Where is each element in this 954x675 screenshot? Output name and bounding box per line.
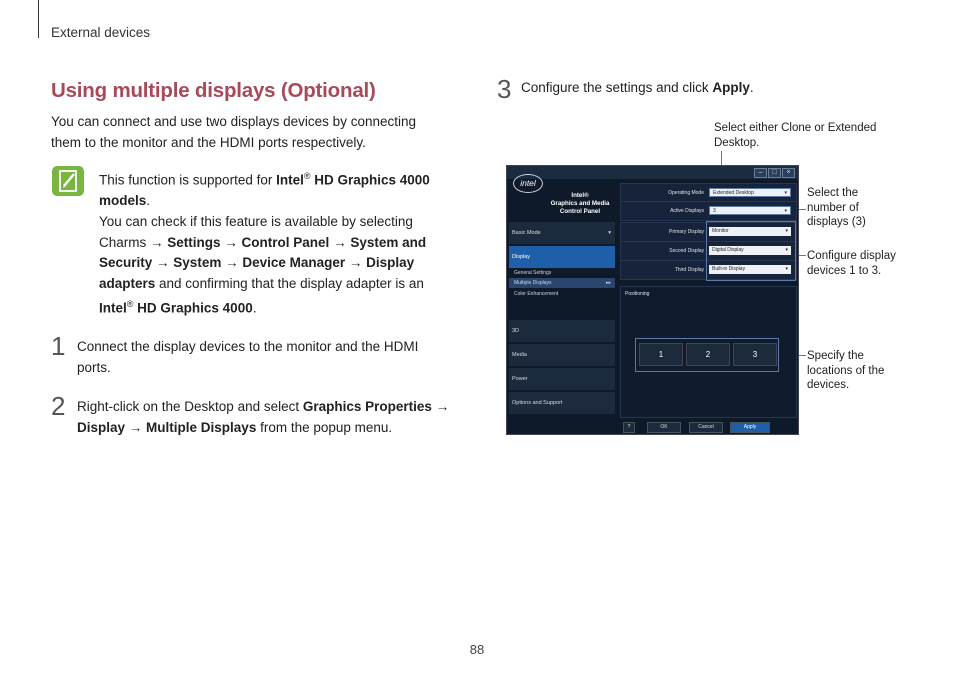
display-config-highlight (706, 221, 796, 281)
intro-paragraph: You can connect and use two displays devices by connecting them to the monitor and the HDMI ports respectively. (51, 114, 416, 150)
sidebar-item-media[interactable]: Media (509, 344, 615, 366)
mode-select[interactable]: Basic Mode ▾ (509, 222, 615, 244)
sidebar-item-options[interactable]: Options and Support (509, 392, 615, 414)
subnav-general-settings[interactable]: General Settings (514, 270, 552, 276)
step-3-number: 3 (497, 74, 512, 104)
label-active-displays: Active Displays (670, 208, 704, 214)
callout-count: Select the number of displays (3) (807, 187, 866, 228)
help-button[interactable]: ? (623, 422, 635, 433)
sidebar-item-power[interactable]: Power (509, 368, 615, 390)
apply-button[interactable]: Apply (730, 422, 770, 433)
primary-display-select[interactable]: Monitor ▾ (709, 227, 791, 236)
second-display-select[interactable]: Digital Display ▾ (709, 246, 791, 255)
ok-button[interactable]: OK (647, 422, 681, 433)
pen-note-icon (52, 166, 84, 196)
callout-configure: Configure display devices 1 to 3. (807, 250, 896, 277)
product-name: Intel® Graphics and Media Control Panel (550, 192, 610, 215)
header-rule (38, 0, 39, 38)
row-operating-mode (620, 183, 797, 203)
third-display-select[interactable]: Built-in Display ▾ (709, 265, 791, 274)
callout-locations: Specify the locations of the devices. (807, 350, 885, 391)
cancel-button[interactable]: Cancel (689, 422, 723, 433)
section-title: Using multiple displays (Optional) (51, 79, 376, 102)
step-1-text: Connect the display devices to the monitor and the HDMI ports. (77, 339, 419, 375)
page-number: 88 (469, 642, 485, 657)
row-active-displays (620, 201, 797, 221)
maximize-button[interactable]: □ (768, 168, 781, 178)
subnav-multiple-displays[interactable]: Multiple Displays ▸▸ (509, 278, 615, 288)
sidebar-item-display[interactable]: Display (509, 246, 615, 268)
close-button[interactable]: × (782, 168, 795, 178)
step-3-text: Configure the settings and click Apply. (521, 80, 754, 95)
monitor-2[interactable]: 2 (686, 343, 730, 366)
note-supported: This function is supported for Intel® HD Graphics 4000 models. (99, 171, 430, 208)
sidebar-item-3d[interactable]: 3D (509, 320, 615, 342)
label-operating-mode: Operating Mode (668, 190, 704, 196)
positioning-title: Positioning (625, 291, 650, 297)
label-third-display: Third Display (674, 267, 704, 273)
positioning-panel (620, 286, 797, 418)
intel-logo: intel (513, 174, 543, 193)
note-check: You can check if this feature is available by selecting Charms → Settings → Control Panel → System and Security → System → Device Manager → Display adapters and confirming that the display adapter is an Intel® HD Graphics 4000. (99, 214, 427, 316)
subnav-color-enhancement[interactable]: Color Enhancement (514, 291, 559, 297)
callout-mode: Select either Clone or Extended Desktop. (714, 122, 877, 149)
label-primary-display: Primary Display (668, 229, 704, 235)
active-displays-select[interactable]: 3 ▾ (709, 206, 791, 215)
running-header: External devices (51, 25, 151, 40)
label-second-display: Second Display (669, 248, 704, 254)
operating-mode-select[interactable]: Extended Desktop ▾ (709, 188, 791, 197)
intel-control-panel-window (506, 165, 799, 435)
step-2-text: Right-click on the Desktop and select Graphics Properties → Display → Multiple Displays from the popup menu. (77, 399, 450, 435)
minimize-button[interactable]: – (754, 168, 767, 178)
step-1-number: 1 (51, 331, 66, 361)
step-2-number: 2 (51, 391, 66, 421)
monitor-1[interactable]: 1 (639, 343, 683, 366)
monitor-3[interactable]: 3 (733, 343, 777, 366)
